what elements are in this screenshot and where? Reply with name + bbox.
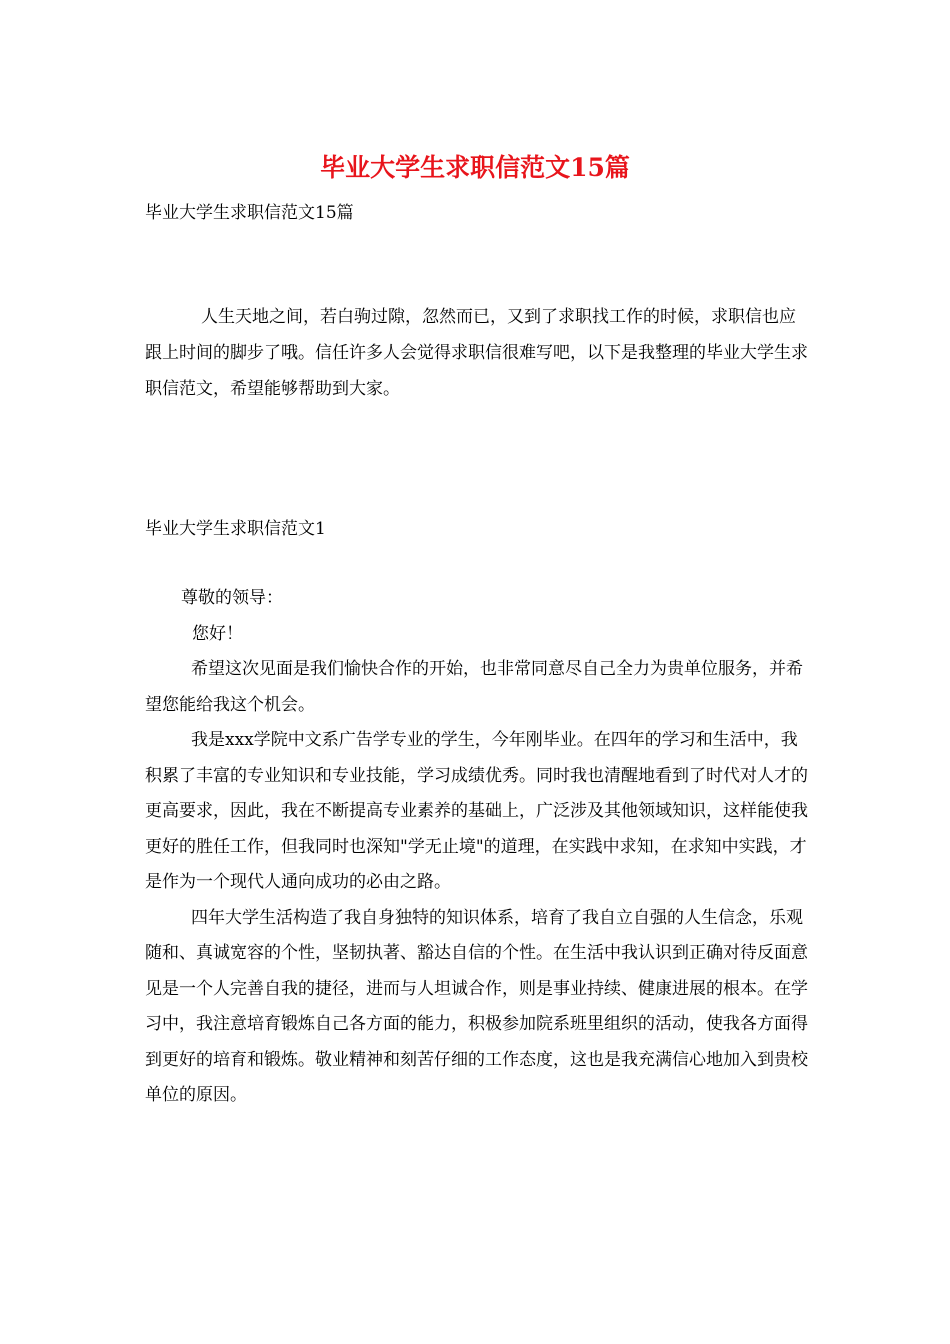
document-subtitle: 毕业大学生求职信范文15篇 [145,203,354,223]
intro-paragraph: 人生天地之间，若白驹过隙，忽然而已，又到了求职找工作的时候，求职信也应跟上时间的脚步了哦。信任许多人会觉得求职信很难写吧，以下是我整理的毕业大学生求职信范文，希望能够帮助到大家。 [145,307,808,399]
body-paragraph: 我是xxx学院中文系广告学专业的学生，今年刚毕业。在四年的学习和生活中，我积累了丰富的专业知识和专业技能，学习成绩优秀。同时我也清醒地看到了时代对人才的更高要求，因此，我在不断提高专业素养的基础上，广泛涉及其他领域知识，这样能使我更好的胜任工作，但我同时也深知"学无止境"的道理，在实践中求知，在求知中实践，才是作为一个现代人通向成功的必由之路。 [145,730,808,892]
body-paragraph: 希望这次见面是我们愉快合作的开始，也非常同意尽自己全力为贵单位服务，并希望您能给我这个机会。 [145,659,803,715]
salutation: 尊敬的领导： [181,588,283,608]
body-paragraph: 四年大学生活构造了我自身独特的知识体系，培育了我自立自强的人生信念，乐观随和、真诚宽容的个性，坚韧执著、豁达自信的个性。在生活中我认识到正确对待反面意见是一个人完善自我的捷径，进而与人坦诚合作，则是事业持续、健康进展的根本。在学习中，我注意培育锻炼自己各方面的能力，积极参加院系班里组织的活动，使我各方面得到更好的培育和锻炼。敬业精神和刻苦仔细的工作态度，这也是我充满信心地加入到贵校单位的原因。 [145,907,808,1105]
section-heading: 毕业大学生求职信范文1 [145,519,326,539]
document-title: 毕业大学生求职信范文15篇 [320,153,630,182]
greeting: 您好！ [192,623,243,644]
letter-body [145,581,810,1114]
